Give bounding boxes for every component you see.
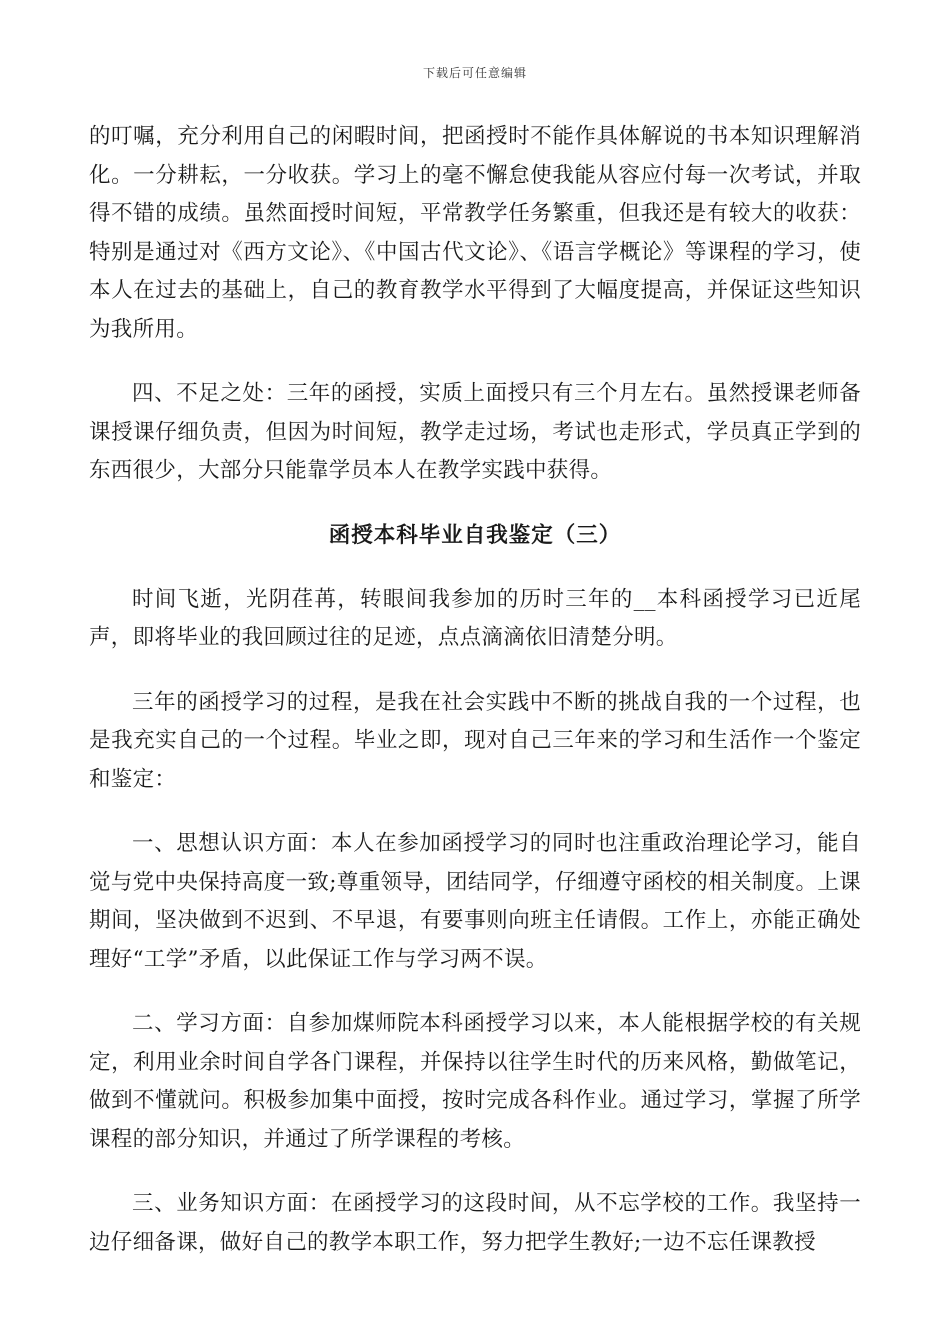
page-header: 下载后可任意编辑 [422, 66, 527, 80]
paragraph-process: 三年的函授学习的过程，是我在社会实践中不断的挑战自我的一个过程，也是我充实自己的一个过程。毕业之即，现对自己三年来的学习和生活作一个鉴定和鉴定： [89, 689, 861, 792]
paragraph-study: 二、学习方面：自参加煤师院本科函授学习以来，本人能根据学校的有关规定，利用业余时间自学各门课程，并保持以往学生时代的历来风格，勤做笔记，做到不懂就问。积极参加集中面授，按时完成各科作业。通过学习，掌握了所学课程的部分知识，并通过了所学课程的考核。 [89, 1011, 861, 1152]
paragraph-shortcomings: 四、不足之处：三年的函授，实质上面授只有三个月左右。虽然授课老师备课授课仔细负责，但因为时间短，教学走过场，考试也走形式，学员真正学到的东西很少，大部分只能靠学员本人在教学实践中获得。 [89, 381, 861, 483]
document-body [89, 118, 861, 1288]
section-title: 函授本科毕业自我鉴定（三） [328, 522, 622, 548]
paragraph-professional: 三、业务知识方面：在函授学习的这段时间，从不忘学校的工作。我坚持一边仔细备课，做好自己的教学本职工作，努力把学生教好;一边不忘任课教授 [89, 1191, 861, 1255]
paragraph-continuation: 的叮嘱，充分利用自己的闲暇时间，把函授时不能作具体解说的书本知识理解消化。一分耕耘，一分收获。学习上的毫不懈怠使我能从容应付每一次考试，并取得不错的成绩。虽然面授时间短，平常教学任务繁重，但我还是有较大的收获：特别是通过对《西方文论》、《中国古代文论》、《语言学概论》等课程的学习，使本人在过去的基础上，自己的教育教学水平得到了大幅度提高，并保证这些知识为我所用。 [89, 124, 861, 342]
paragraph-intro: 时间飞逝，光阴荏苒，转眼间我参加的历时三年的__本科函授学习已近尾声，即将毕业的我回顾过往的足迹，点点滴滴依旧清楚分明。 [89, 586, 861, 650]
paragraph-ideology: 一、思想认识方面：本人在参加函授学习的同时也注重政治理论学习，能自觉与党中央保持高度一致;尊重领导，团结同学，仔细遵守函校的相关制度。上课期间，坚决做到不迟到、不早退，有要事则向班主任请假。工作上，亦能正确处理好“工学”矛盾，以此保证工作与学习两不误。 [89, 831, 861, 972]
